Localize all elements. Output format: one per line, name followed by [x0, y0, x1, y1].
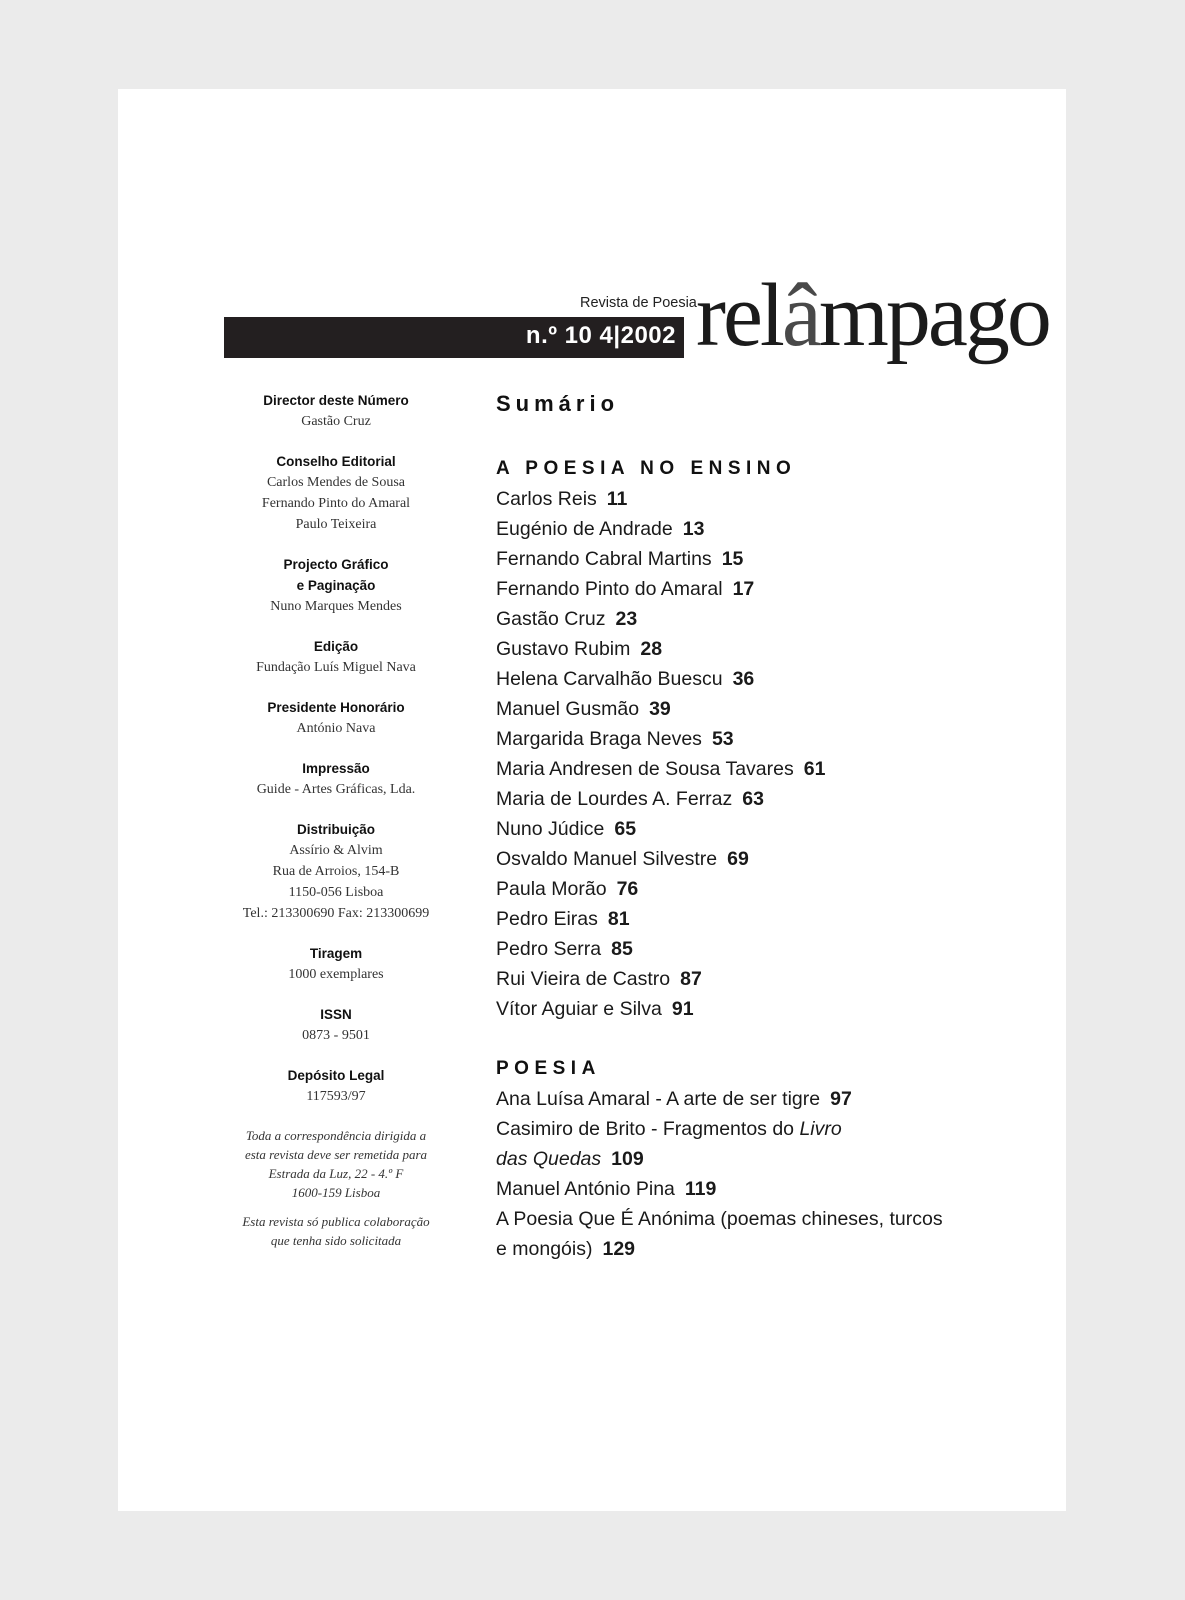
correspondence-note: Toda a correspondência dirigida a esta revista deve ser remetida para Estrada da Luz, 22 - 4.º F 1600-159 Lisboa	[244, 1128, 428, 1200]
masthead-title	[696, 266, 1049, 365]
credit-block	[224, 1065, 448, 1107]
entry-page-number: 13	[682, 518, 705, 540]
masthead-title-part: rel	[696, 266, 782, 365]
entry-title: Carlos Reis	[496, 488, 597, 510]
entry-title: Casimiro de Brito - Fragmentos do	[496, 1118, 800, 1140]
entry-title: Nuno Júdice	[496, 818, 605, 840]
credit-label: Distribuição	[296, 822, 375, 837]
entry-page-number: 63	[742, 788, 764, 810]
entry-title: Vítor Aguiar e Silva	[496, 998, 662, 1020]
masthead-title-part: mpago	[818, 266, 1049, 365]
credit-value: 1150-056 Lisboa	[288, 885, 384, 900]
entry-page-number: 129	[602, 1238, 636, 1260]
entry-page-number: 39	[649, 698, 671, 720]
credit-value: Guide - Artes Gráficas, Lda.	[256, 782, 416, 797]
contents-heading: Sumário	[496, 391, 620, 416]
credit-label: Tiragem	[309, 946, 363, 961]
correspondence-note: Esta revista só publica colaboração que tenha sido solicitada	[242, 1214, 430, 1248]
entry-title: Pedro Eiras	[496, 908, 598, 930]
entry-title: Rui Vieira de Castro	[496, 968, 671, 990]
issue-bar	[224, 317, 684, 358]
entry-title: A Poesia Que É Anónima (poemas chineses, turcos	[496, 1208, 943, 1230]
entry-title: e mongóis)	[496, 1238, 593, 1260]
credit-block	[224, 943, 448, 985]
entry-page-number: 97	[830, 1088, 852, 1110]
credit-block	[224, 554, 448, 617]
entry-page-number: 11	[606, 488, 628, 510]
toc-entry	[496, 964, 976, 994]
credit-value: Assírio & Alvim	[289, 843, 383, 858]
entry-title: Osvaldo Manuel Silvestre	[496, 848, 718, 870]
entry-page-number: 65	[614, 818, 637, 840]
credit-label: Depósito Legal	[287, 1068, 385, 1083]
toc-entry	[496, 814, 976, 844]
toc-entry	[496, 574, 976, 604]
credit-value: Fundação Luís Miguel Nava	[256, 660, 416, 675]
toc-entry	[496, 994, 976, 1024]
contents-sections	[496, 454, 976, 1264]
entry-title: Gustavo Rubim	[496, 638, 631, 660]
entry-page-number: 81	[607, 908, 630, 930]
entry-page-number: 23	[615, 608, 638, 630]
toc-entry	[496, 844, 976, 874]
entry-page-number: 15	[721, 548, 744, 570]
credit-label: e Paginação	[296, 578, 376, 593]
entry-page-number: 61	[803, 758, 826, 780]
entry-title-italic: Livro	[799, 1118, 842, 1140]
credit-block	[224, 819, 448, 924]
entry-page-number: 85	[611, 938, 633, 960]
entry-title: Pedro Serra	[496, 938, 602, 960]
entry-title: Helena Carvalhão Buescu	[496, 668, 723, 690]
credit-value: Rua de Arroios, 154-B	[272, 864, 400, 879]
section-gap	[496, 1024, 976, 1054]
credit-block	[224, 390, 448, 432]
entry-title: Manuel António Pina	[496, 1178, 675, 1200]
credit-value: Nuno Marques Mendes	[270, 599, 402, 614]
table-of-contents	[496, 388, 976, 1264]
toc-entry	[496, 904, 976, 934]
entry-page-number: 76	[616, 878, 639, 900]
credit-value: 117593/97	[306, 1089, 366, 1104]
toc-entry	[496, 754, 976, 784]
entry-page-number: 91	[671, 998, 694, 1020]
entry-title-italic: das Quedas	[496, 1148, 602, 1170]
entry-title: Fernando Pinto do Amaral	[496, 578, 723, 600]
toc-entry	[496, 1204, 976, 1264]
credit-value: Fernando Pinto do Amaral	[261, 496, 411, 511]
entry-page-number: 119	[684, 1178, 717, 1200]
toc-entry	[496, 934, 976, 964]
entry-title: Fernando Cabral Martins	[496, 548, 712, 570]
toc-entry	[496, 784, 976, 814]
credits-column	[224, 390, 448, 1260]
entry-page-number: 36	[732, 668, 755, 690]
credit-value: António Nava	[296, 721, 376, 736]
entry-page-number: 28	[640, 638, 663, 660]
issue-number: n.º 10 4|2002	[525, 322, 676, 349]
entry-title: Eugénio de Andrade	[496, 518, 673, 540]
credit-label: Conselho Editorial	[276, 454, 396, 469]
credit-block	[224, 451, 448, 535]
credit-value: Gastão Cruz	[301, 414, 371, 429]
credit-block	[224, 758, 448, 800]
toc-entry	[496, 694, 976, 724]
toc-entry	[496, 604, 976, 634]
credit-label: Projecto Gráfico	[283, 557, 389, 572]
toc-entry	[496, 1174, 976, 1204]
credit-label: Presidente Honorário	[267, 700, 405, 715]
entry-title: Ana Luísa Amaral - A arte de ser tigre	[496, 1088, 821, 1110]
section-title: POESIA	[496, 1058, 601, 1079]
entry-page-number: 69	[727, 848, 749, 870]
entry-title: Paula Morão	[496, 878, 607, 900]
entry-title: Maria Andresen de Sousa Tavares	[496, 758, 794, 780]
entry-title: Maria de Lourdes A. Ferraz	[496, 788, 733, 810]
toc-entry	[496, 874, 976, 904]
credit-label: Edição	[313, 639, 359, 654]
entry-title: Gastão Cruz	[496, 608, 606, 630]
entry-page-number: 87	[680, 968, 702, 990]
toc-entry	[496, 484, 976, 514]
toc-entry	[496, 724, 976, 754]
credit-value: Carlos Mendes de Sousa	[266, 475, 406, 490]
section-title: A POESIA NO ENSINO	[496, 458, 797, 479]
entry-title: Manuel Gusmão	[496, 698, 640, 720]
credit-value: 0873 - 9501	[302, 1028, 370, 1043]
credit-block	[224, 1004, 448, 1046]
entry-page-number: 53	[711, 728, 734, 750]
entry-page-number: 109	[611, 1148, 644, 1170]
toc-entry	[496, 634, 976, 664]
credit-label: ISSN	[320, 1007, 352, 1022]
credit-value: 1000 exemplares	[288, 967, 384, 982]
credit-block	[224, 697, 448, 739]
credit-label: Impressão	[302, 761, 370, 776]
toc-entry	[496, 514, 976, 544]
entry-page-number: 17	[732, 578, 755, 600]
credit-block	[224, 636, 448, 678]
toc-entry	[496, 664, 976, 694]
toc-entry	[496, 1084, 976, 1114]
toc-entry	[496, 1114, 976, 1174]
credit-value: Tel.: 213300690 Fax: 213300699	[242, 906, 430, 921]
credit-label: Director deste Número	[263, 393, 409, 408]
toc-entry	[496, 544, 976, 574]
entry-title: Margarida Braga Neves	[496, 728, 702, 750]
masthead-title-accent: â	[781, 266, 819, 365]
credit-value: Paulo Teixeira	[295, 517, 377, 532]
masthead-subtitle: Revista de Poesia	[580, 295, 697, 311]
